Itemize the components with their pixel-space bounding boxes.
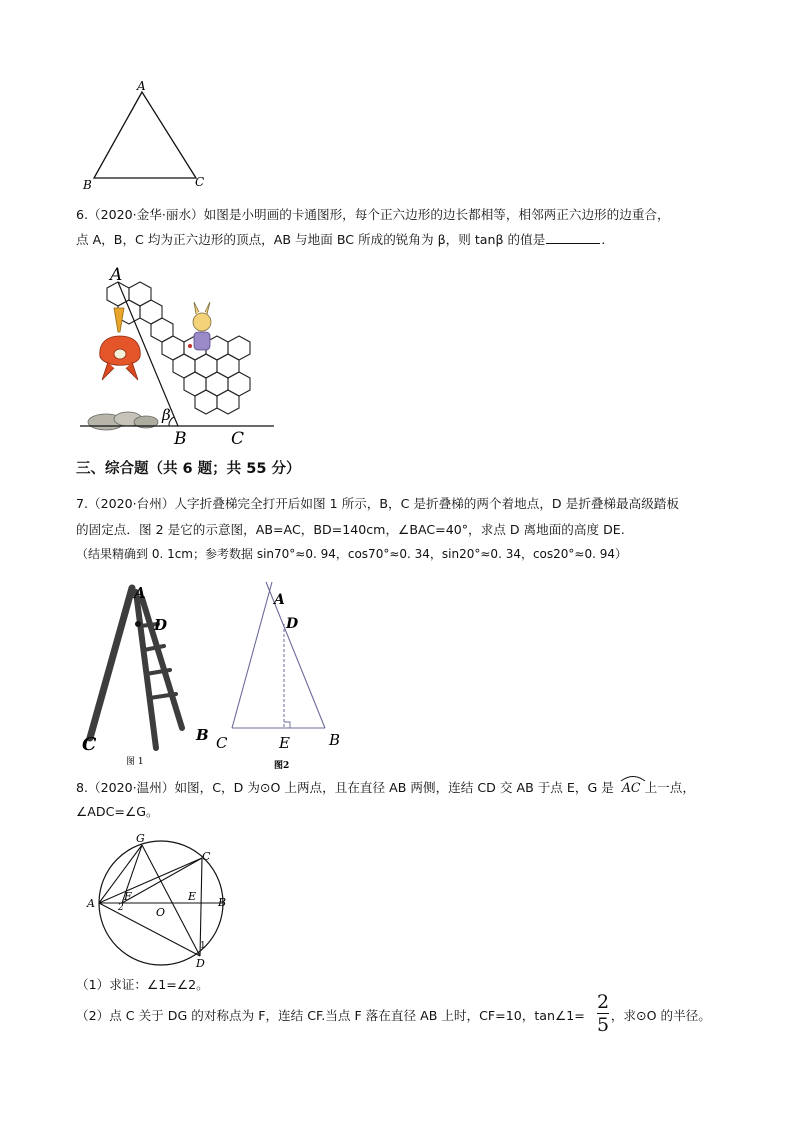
hexagon [195, 390, 217, 414]
label-e: E [279, 734, 290, 752]
label-b: B [329, 731, 341, 749]
label-angle-1: 1 [200, 941, 206, 951]
label-d: D [286, 616, 299, 632]
q8-line1 [76, 778, 695, 798]
q6-line2 [76, 230, 605, 250]
label-b: B [83, 178, 92, 192]
hexagon-cartoon-figure [78, 262, 278, 452]
q8-part2 [76, 1006, 711, 1026]
fraction-numerator: 2 [596, 991, 610, 1013]
q7-line3: （结果精确到 0. 1cm；参考数据 sin70°≈0. 94，cos70°≈0. 34，sin20°≈0. 34，cos20°≈0. 94） [76, 547, 628, 561]
label-a: A [137, 79, 146, 93]
q8-part2-text: （2）点 C 关于 DG 的对称点为 F，连结 CF.当点 F 落在直径 AB 上时，CF=10，tan∠1= [76, 1008, 585, 1023]
segment-ag [99, 845, 142, 903]
label-b: B [218, 896, 227, 909]
label-f: F [124, 890, 132, 903]
triangle-figure [80, 78, 220, 193]
answer-blank [546, 230, 600, 244]
label-c: C [82, 734, 97, 755]
rabbit-ears [194, 302, 210, 314]
label-beta: β [162, 406, 171, 424]
q8-part2-end: ，求⊙O 的半径。 [610, 1008, 711, 1023]
q7-line1: 7.（2020·台州）人字折叠梯完全打开后如图 1 所示，B，C 是折叠梯的两个着地点，D 是折叠梯最高级踏板 [76, 496, 679, 511]
ladder-step [144, 646, 164, 650]
circle-figure [82, 828, 242, 968]
label-c: C [216, 734, 228, 752]
ladder-leg-left [90, 588, 132, 738]
label-d: D [196, 957, 205, 968]
right-angle-mark [284, 722, 290, 728]
q6-line2-end: . [601, 232, 606, 247]
caption-fig1: 图 1 [126, 757, 144, 767]
point-d-marker [135, 621, 141, 627]
q8-line2: ∠ADC=∠G。 [76, 804, 159, 819]
q6-line1: 6.（2020·金华·丽水）如图是小明画的卡通图形，每个正六边形的边长都相等，相邻两正六边形的边重合， [76, 207, 670, 222]
label-g: G [136, 832, 145, 845]
label-a: A [274, 592, 285, 608]
ladder-figure-1 [78, 578, 223, 773]
rabbit-body [194, 332, 210, 350]
q8-line1-text: 8.（2020·温州）如图，C，D 为⊙O 上两点，且在直径 AB 两侧，连结 CD 交 AB 于点 E，G 是 [76, 780, 614, 795]
section-three-heading: 三、综合题（共 6 题；共 55 分） [76, 461, 301, 477]
rabbit-head [193, 313, 211, 331]
label-b: B [174, 429, 187, 449]
q8-part1: （1）求证：∠1=∠2。 [76, 977, 209, 992]
label-e: E [188, 890, 197, 903]
q7-line2: 的固定点．图 2 是它的示意图，AB=AC，BD=140cm，∠BAC=40°，求点 D 离地面的高度 DE. [76, 522, 625, 537]
label-c: C [202, 850, 211, 863]
q8-line1-end: 上一点， [644, 780, 695, 795]
rabbit-badge [188, 344, 192, 348]
ladder-diagram-figure-2 [210, 578, 360, 773]
triangle-abc [94, 92, 196, 178]
segment-ac [99, 858, 202, 903]
label-d: D [154, 616, 168, 634]
fraction-two-fifths [593, 992, 613, 1035]
label-c: C [231, 429, 245, 449]
arc-letters: AC [621, 780, 641, 795]
label-a: A [87, 897, 95, 910]
segment-ac [232, 582, 272, 728]
arc-ac-label [622, 778, 641, 798]
fraction-denominator: 5 [596, 1014, 610, 1036]
label-angle-2: 2 [118, 903, 124, 913]
caption-fig2: 图2 [274, 761, 290, 771]
label-b: B [196, 726, 209, 744]
label-c: C [195, 175, 205, 189]
hexagon [217, 390, 239, 414]
rocket-window [114, 349, 126, 359]
label-a: A [110, 265, 123, 285]
label-a: A [134, 584, 146, 602]
label-o: O [156, 906, 166, 919]
segment-ad [99, 903, 200, 956]
q6-line2-text: 点 A，B，C 均为正六边形的顶点，AB 与地面 BC 所成的锐角为 β，则 tanβ 的值是 [76, 232, 546, 247]
arc-symbol [620, 774, 646, 782]
